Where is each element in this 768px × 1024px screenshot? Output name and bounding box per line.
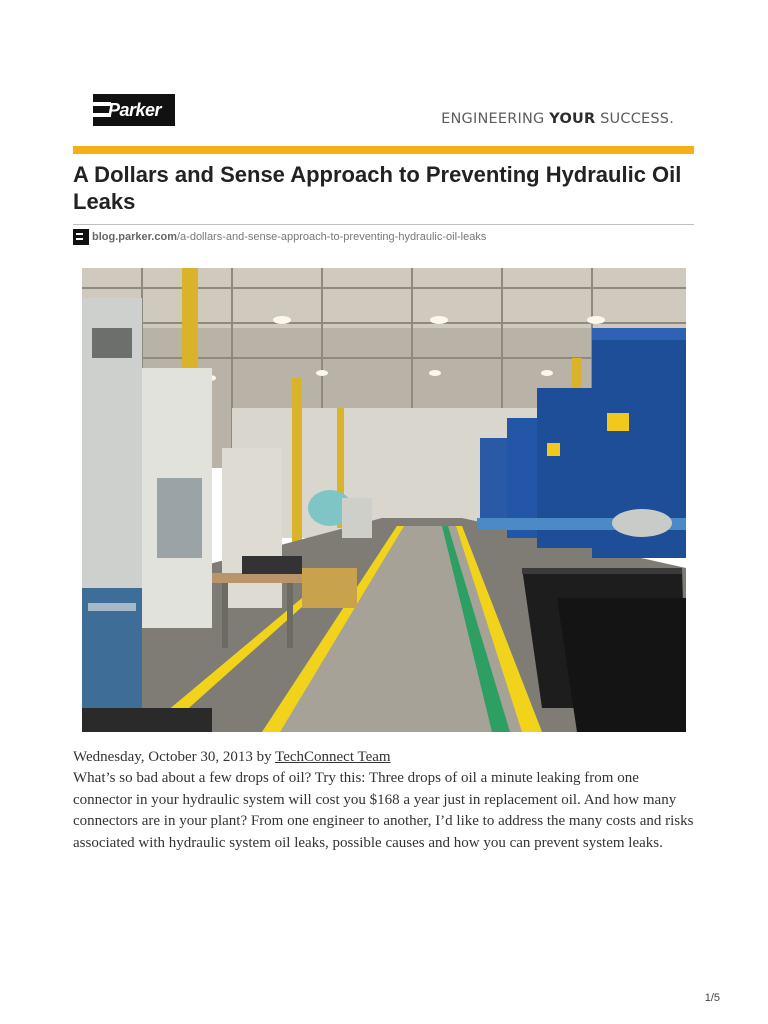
source-url[interactable]	[73, 229, 486, 245]
author-link[interactable]: TechConnect Team	[275, 749, 391, 765]
parker-logo	[93, 94, 175, 126]
publish-date: Wednesday, October 30, 2013 by	[73, 749, 276, 765]
article-title: A Dollars and Sense Approach to Preventing Hydraulic Oil Leaks	[73, 162, 682, 214]
tagline	[441, 111, 674, 127]
article-body: What’s so bad about a few drops of oil? Try this: Three drops of oil a minute leaking from one connector in your hydraulic system will cost you $168 a year just in replacement oil. And how many connectors are in your plant? From one engineer to another, I’d like to address the many costs and risks associated with hydraulic system oil leaks, possible causes and how you can prevent system leaks.	[73, 770, 694, 851]
tagline-post: SUCCESS.	[595, 111, 674, 127]
tagline-bold: YOUR	[549, 111, 596, 127]
tagline-pre: ENGINEERING	[441, 111, 550, 127]
parker-link-icon	[73, 229, 89, 245]
article-meta	[73, 747, 391, 768]
title-divider	[73, 224, 694, 225]
logo-text: Parker	[108, 100, 162, 120]
header-divider	[73, 146, 694, 154]
url-path[interactable]: /a-dollars-and-sense-approach-to-preventing-hydraulic-oil-leaks	[176, 231, 487, 243]
url-domain[interactable]: blog.parker.com	[92, 231, 177, 243]
page-number: 1/5	[704, 992, 720, 1004]
factory-floor-photo	[82, 268, 686, 732]
